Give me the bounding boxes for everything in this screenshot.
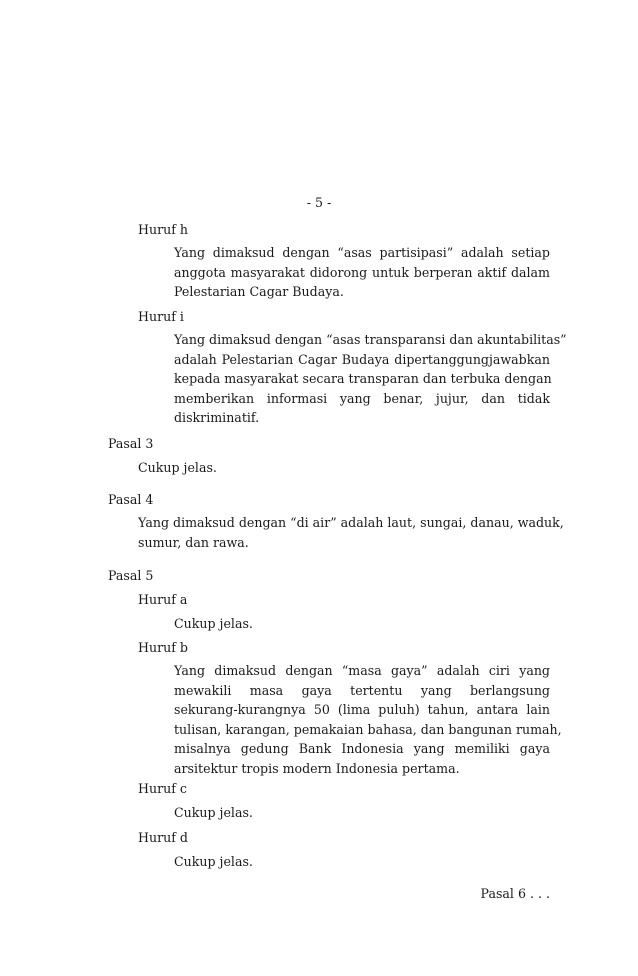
paragraph-line: kepada masyarakat secara transparan dan terbuka dengan	[174, 371, 552, 387]
huruf-b-label: Huruf b	[138, 640, 188, 655]
pasal-3-heading: Pasal 3	[108, 436, 154, 451]
paragraph-line: misalnya gedung Bank Indonesia yang memiliki gaya	[174, 741, 550, 757]
huruf-b-paragraph	[174, 661, 562, 779]
paragraph-line: diskriminatif.	[174, 410, 260, 426]
pasal-4-heading: Pasal 4	[108, 492, 154, 507]
pasal-5-heading: Pasal 5	[108, 568, 154, 583]
paragraph-line: anggota masyarakat didorong untuk berperan aktif dalam	[174, 264, 550, 280]
huruf-a-text: Cukup jelas.	[174, 616, 253, 631]
paragraph-line: sumur, dan rawa.	[138, 534, 249, 550]
pasal-3-text: Cukup jelas.	[138, 460, 217, 475]
huruf-a-label: Huruf a	[138, 592, 188, 607]
paragraph-line: Yang dimaksud dengan “di air” adalah laut, sungai, danau, waduk,	[138, 515, 564, 530]
paragraph-line: adalah Pelestarian Cagar Budaya dipertanggungjawabkan	[174, 351, 550, 367]
huruf-i-paragraph	[174, 330, 567, 428]
huruf-h-label: Huruf h	[138, 222, 188, 237]
paragraph-line: Yang dimaksud dengan “masa gaya” adalah ciri yang	[174, 663, 550, 678]
huruf-d-text: Cukup jelas.	[174, 854, 253, 869]
page-number: - 5 -	[306, 195, 332, 210]
next-page-indicator: Pasal 6 . . .	[480, 886, 550, 901]
huruf-d-label: Huruf d	[138, 830, 188, 845]
paragraph-line: arsitektur tropis modern Indonesia pertama.	[174, 760, 460, 776]
huruf-i-label: Huruf i	[138, 309, 184, 324]
paragraph-line: memberikan informasi yang benar, jujur, dan tidak	[174, 390, 550, 406]
paragraph-line: tulisan, karangan, pemakaian bahasa, dan bangunan rumah,	[174, 721, 562, 737]
huruf-c-text: Cukup jelas.	[174, 805, 253, 820]
pasal-4-paragraph	[138, 513, 564, 552]
paragraph-line: mewakili masa gaya tertentu yang berlangsung	[174, 682, 550, 698]
paragraph-line: Yang dimaksud dengan “asas partisipasi” adalah setiap	[174, 245, 550, 260]
paragraph-line: Yang dimaksud dengan “asas transparansi dan akuntabilitas”	[174, 332, 567, 347]
huruf-h-paragraph	[174, 243, 550, 302]
paragraph-line: Pelestarian Cagar Budaya.	[174, 284, 344, 300]
huruf-c-label: Huruf c	[138, 781, 187, 796]
paragraph-line: sekurang-kurangnya 50 (lima puluh) tahun, antara lain	[174, 702, 550, 718]
